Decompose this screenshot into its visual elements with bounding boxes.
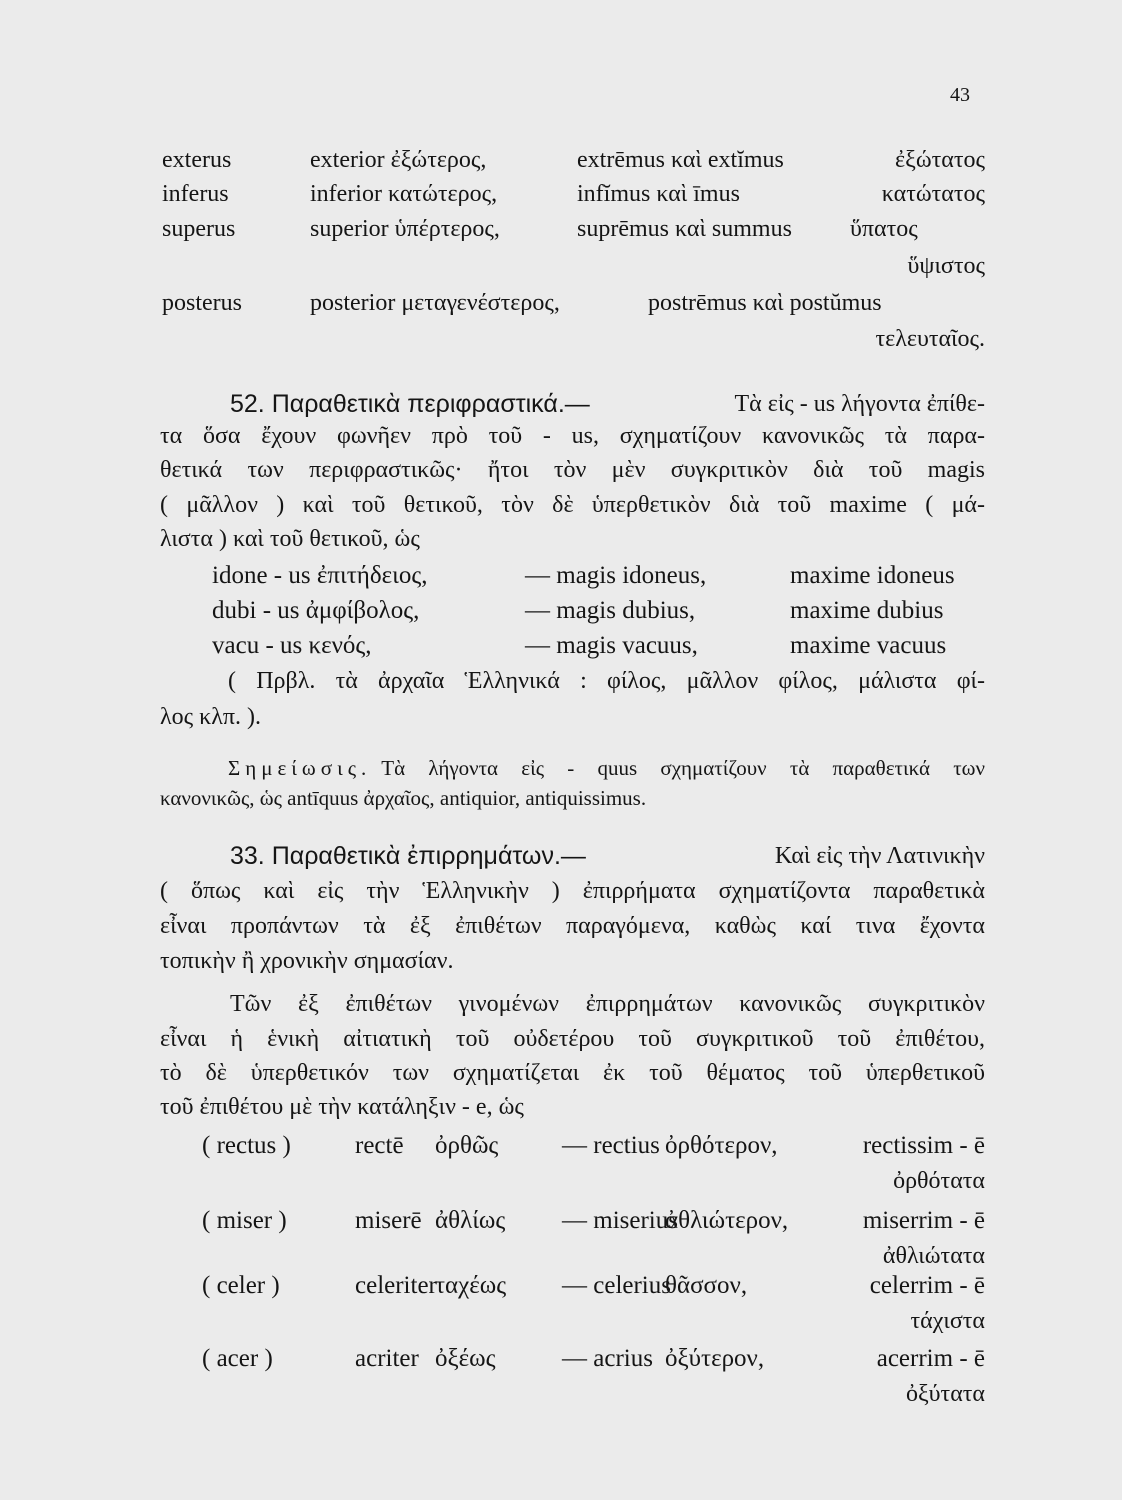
superlative-greek: ἐξώτατος: [895, 147, 985, 173]
superlative-greek: ὕπατος: [850, 216, 918, 242]
note-line: [228, 752, 985, 784]
page-number: 43: [950, 84, 970, 106]
section-heading: 52. Παραθετικὰ περιφραστικά.—: [230, 390, 590, 418]
example-superlative: maxime vacuus: [790, 632, 947, 659]
note-text: Τὰ λήγοντα εἰς - quus σχηματίζουν τὰ παραθετικά των: [381, 756, 985, 780]
superlative-greek: κατώτατος: [881, 181, 985, 207]
example-comparative: — miserius: [562, 1207, 678, 1234]
superlative: extrēmus καὶ extĭmus: [577, 147, 784, 173]
example-adverb: acriter: [355, 1345, 419, 1372]
paragraph-line: τὸ δὲ ὑπερθετικόν των σχηματίζεται ἐκ τοῦ θέματος τοῦ ὑπερθετικοῦ: [160, 1060, 985, 1086]
comparative: exterior ἐξώτερος,: [310, 147, 487, 173]
example-adverb-greek: ταχέως: [435, 1272, 507, 1299]
example-superlative: maxime dubius: [790, 597, 944, 624]
paragraph-line: Καὶ εἰς τὴν Λατινικὴν: [774, 843, 985, 869]
paragraph-line: εἶναι ἡ ἑνικὴ αἰτιατικὴ τοῦ οὐδετέρου τοῦ συγκριτικοῦ τοῦ ἐπιθέτου,: [160, 1026, 985, 1052]
example-adverb: celeriter: [355, 1272, 437, 1299]
positive: posterus: [162, 290, 242, 316]
section-33-first-line: [230, 840, 985, 872]
paragraph-line: ( μᾶλλον ) καὶ τοῦ θετικοῦ, τὸν δὲ ὑπερθετικὸν διὰ τοῦ maxime ( μά-: [160, 492, 985, 518]
example-superlative-greek: ὀρθότατα: [893, 1168, 985, 1194]
adverb-example-row: [160, 1343, 985, 1375]
paragraph-line: θετικά των περιφραστικῶς· ἤτοι τὸν μὲν συγκριτικὸν διὰ τοῦ magis: [160, 457, 985, 483]
paragraph-line: εἶναι προπάντων τὰ ἐξ ἐπιθέτων παραγόμενα, καθὼς καί τινα ἔχοντα: [160, 913, 985, 939]
example-word: dubi - us ἀμφίβολος,: [212, 597, 420, 624]
example-comparative: — magis dubius,: [525, 597, 696, 624]
positive: exterus: [162, 147, 232, 173]
example-comparative-greek: ὀξύτερον,: [665, 1345, 765, 1372]
example-adverb-greek: ὀρθῶς: [435, 1132, 499, 1159]
paragraph-line: ( Πρβλ. τὰ ἀρχαῖα Ἑλληνικά : φίλος, μᾶλλον φίλος, μάλιστα φί-: [228, 668, 985, 694]
example-adjective: ( miser ): [202, 1207, 287, 1234]
comparative: superior ὑπέρτερος,: [310, 216, 500, 242]
example-row: [160, 595, 985, 627]
example-superlative: acerrim - ē: [876, 1345, 985, 1372]
example-superlative: maxime idoneus: [790, 562, 955, 589]
example-row: [160, 560, 985, 592]
paragraph-line: τοπικὴν ἢ χρονικὴν σημασίαν.: [160, 948, 454, 974]
paragraph-line: Τῶν ἐξ ἐπιθέτων γινομένων ἐπιρρημάτων κανονικῶς συγκριτικὸν: [230, 991, 985, 1017]
example-adjective: ( rectus ): [202, 1132, 291, 1159]
example-adjective: ( celer ): [202, 1272, 280, 1299]
example-comparative: — acrius: [562, 1345, 653, 1372]
example-superlative: rectissim - ē: [862, 1132, 985, 1159]
example-adjective: ( acer ): [202, 1345, 273, 1372]
adverb-example-row: [160, 1205, 985, 1237]
example-row: [160, 630, 985, 662]
example-adverb: miserē: [355, 1207, 422, 1234]
table-extra: ὕψιστος: [907, 253, 985, 279]
example-superlative: miserrim - ē: [862, 1207, 985, 1234]
example-comparative: — magis idoneus,: [525, 562, 707, 589]
example-comparative-greek: ἀθλιώτερον,: [665, 1207, 789, 1234]
section-heading: 33. Παραθετικὰ ἐπιρρημάτων.—: [230, 842, 586, 870]
example-comparative: — rectius: [562, 1132, 660, 1159]
paragraph-line: λιστα ) καὶ τοῦ θετικοῦ, ὡς: [160, 526, 420, 552]
note-line: κανονικῶς, ὡς antīquus ἀρχαῖος, antiquior, antiquissimus.: [160, 786, 647, 810]
example-adverb: rectē: [355, 1132, 404, 1159]
paragraph-line: λος κλπ. ).: [160, 704, 261, 730]
example-comparative: — celerius: [562, 1272, 671, 1299]
table-row: [160, 144, 985, 176]
paragraph-line: τα ὅσα ἔχουν φωνῆεν πρὸ τοῦ - us, σχηματίζουν κανονικῶς τὰ παρα-: [160, 423, 985, 449]
example-comparative-greek: θᾶσσον,: [665, 1272, 748, 1299]
table-row: [160, 178, 985, 210]
table-row: [160, 287, 985, 319]
example-superlative-greek: ἀθλιώτατα: [882, 1243, 985, 1269]
paragraph-line: τοῦ ἐπιθέτου μὲ τὴν κατάληξιν - e, ὡς: [160, 1094, 524, 1120]
comparative: inferior κατώτερος,: [310, 181, 498, 207]
superlative: infĭmus καὶ īmus: [577, 181, 740, 207]
note-label: Σημείωσις.: [228, 756, 372, 780]
example-adverb-greek: ὀξέως: [435, 1345, 496, 1372]
example-superlative-greek: τάχιστα: [910, 1308, 985, 1334]
example-superlative-greek: ὀξύτατα: [905, 1381, 985, 1407]
paragraph-line: Τὰ εἰς - us λήγοντα ἐπίθε-: [734, 391, 985, 417]
table-row: [160, 213, 985, 245]
comparative: posterior μεταγενέστερος,: [310, 290, 560, 316]
example-word: idone - us ἐπιτήδειος,: [212, 562, 428, 589]
example-comparative-greek: ὀρθότερον,: [665, 1132, 778, 1159]
example-word: vacu - us κενός,: [212, 632, 372, 659]
example-comparative: — magis vacuus,: [525, 632, 698, 659]
paragraph-line: ( ὅπως καὶ εἰς τὴν Ἑλληνικὴν ) ἐπιρρήματα σχηματίζοντα παραθετικὰ: [160, 878, 985, 904]
adverb-example-row: [160, 1270, 985, 1302]
adverb-example-row: [160, 1130, 985, 1162]
superlative: suprēmus καὶ summus: [577, 216, 792, 242]
example-superlative: celerrim - ē: [869, 1272, 985, 1299]
section-52-first-line: [230, 388, 985, 420]
positive: superus: [162, 216, 236, 242]
superlative: postrēmus καὶ postŭmus: [648, 290, 882, 316]
table-extra: τελευταῖος.: [875, 326, 985, 352]
example-adverb-greek: ἀθλίως: [435, 1207, 506, 1234]
positive: inferus: [162, 181, 229, 207]
